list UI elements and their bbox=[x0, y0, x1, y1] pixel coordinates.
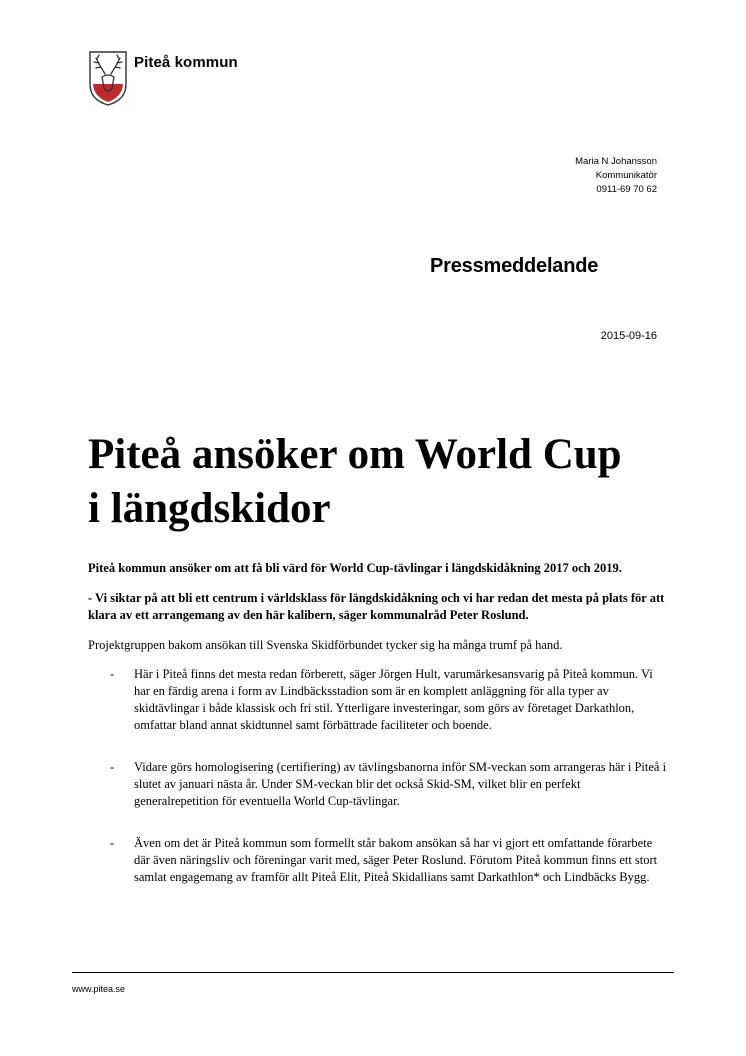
bullet-dash: - bbox=[110, 667, 115, 681]
footer-url: www.pitea.se bbox=[72, 984, 126, 994]
bullet-text: Här i Piteå finns det mesta redan förberett, säger Jörgen Hult, varumärkesansvarig på Piteå kommun. Vi har en färdig arena i form av Lindbäcksstadion som är en komplett anläggning för alla typer av skidtävlingar i både klassisk och fri stil. Ytterligare investeringar, som görs av företaget Darkathlon, omfattar bland annat skidtunnel samt förbättrade faciliteter och boende. bbox=[134, 667, 653, 732]
quote-paragraph: - Vi siktar på att bli ett centrum i världsklass för längdskidåkning och vi har redan det mesta på plats för att klara av ett arrangemang av den här kalibern, säger kommunalråd Peter Roslund. bbox=[88, 591, 665, 622]
document-type: Pressmeddelande bbox=[430, 255, 599, 277]
list-item bbox=[88, 666, 668, 734]
intro-paragraph: Projektgruppen bakom ansökan till Svenska Skidförbundet tycker sig ha många trumf på hand. bbox=[88, 638, 563, 652]
headline-line-1: Piteå ansöker om World Cup bbox=[88, 431, 622, 478]
footer-divider bbox=[72, 972, 674, 973]
bullet-dash: - bbox=[110, 836, 115, 850]
contact-phone: 0911-69 70 62 bbox=[596, 184, 657, 195]
reindeer-coat-of-arms-icon bbox=[88, 50, 128, 107]
headline-line-2: i längdskidor bbox=[88, 485, 331, 532]
bullet-text: Även om det är Piteå kommun som formellt står bakom ansökan så har vi gjort ett omfattande förarbete där även näringsliv och föreningar varit med, säger Peter Roslund. Förutom Piteå kommun finns ett stort samlat engagemang av framför allt Piteå Elit, Piteå Skidallians samt Darkathlon* och Lindbäcks Bygg. bbox=[134, 836, 658, 884]
organization-name: Piteå kommun bbox=[134, 54, 238, 71]
bullet-text: Vidare görs homologisering (certifiering) av tävlingsbanorna inför SM-veckan som arrangeras här i Piteå i slutet av januari nästa år. Under SM-veckan blir det också Skid-SM, vilket blir en perfekt generalrepetition för eventuella World Cup-tävlingar. bbox=[134, 760, 667, 808]
list-item bbox=[88, 835, 668, 886]
document-date: 2015-09-16 bbox=[600, 330, 657, 342]
article-body bbox=[88, 560, 668, 911]
contact-name: Maria N Johansson bbox=[575, 156, 657, 167]
headline bbox=[88, 428, 688, 536]
bullet-dash: - bbox=[110, 760, 115, 774]
contact-role: Kommunikatör bbox=[595, 170, 657, 181]
contact-block bbox=[575, 155, 657, 197]
list-item bbox=[88, 759, 668, 810]
bullet-list bbox=[88, 666, 668, 886]
lead-paragraph: Piteå kommun ansöker om att få bli värd för World Cup-tävlingar i längdskidåkning 2017 och 2019. bbox=[88, 561, 622, 575]
